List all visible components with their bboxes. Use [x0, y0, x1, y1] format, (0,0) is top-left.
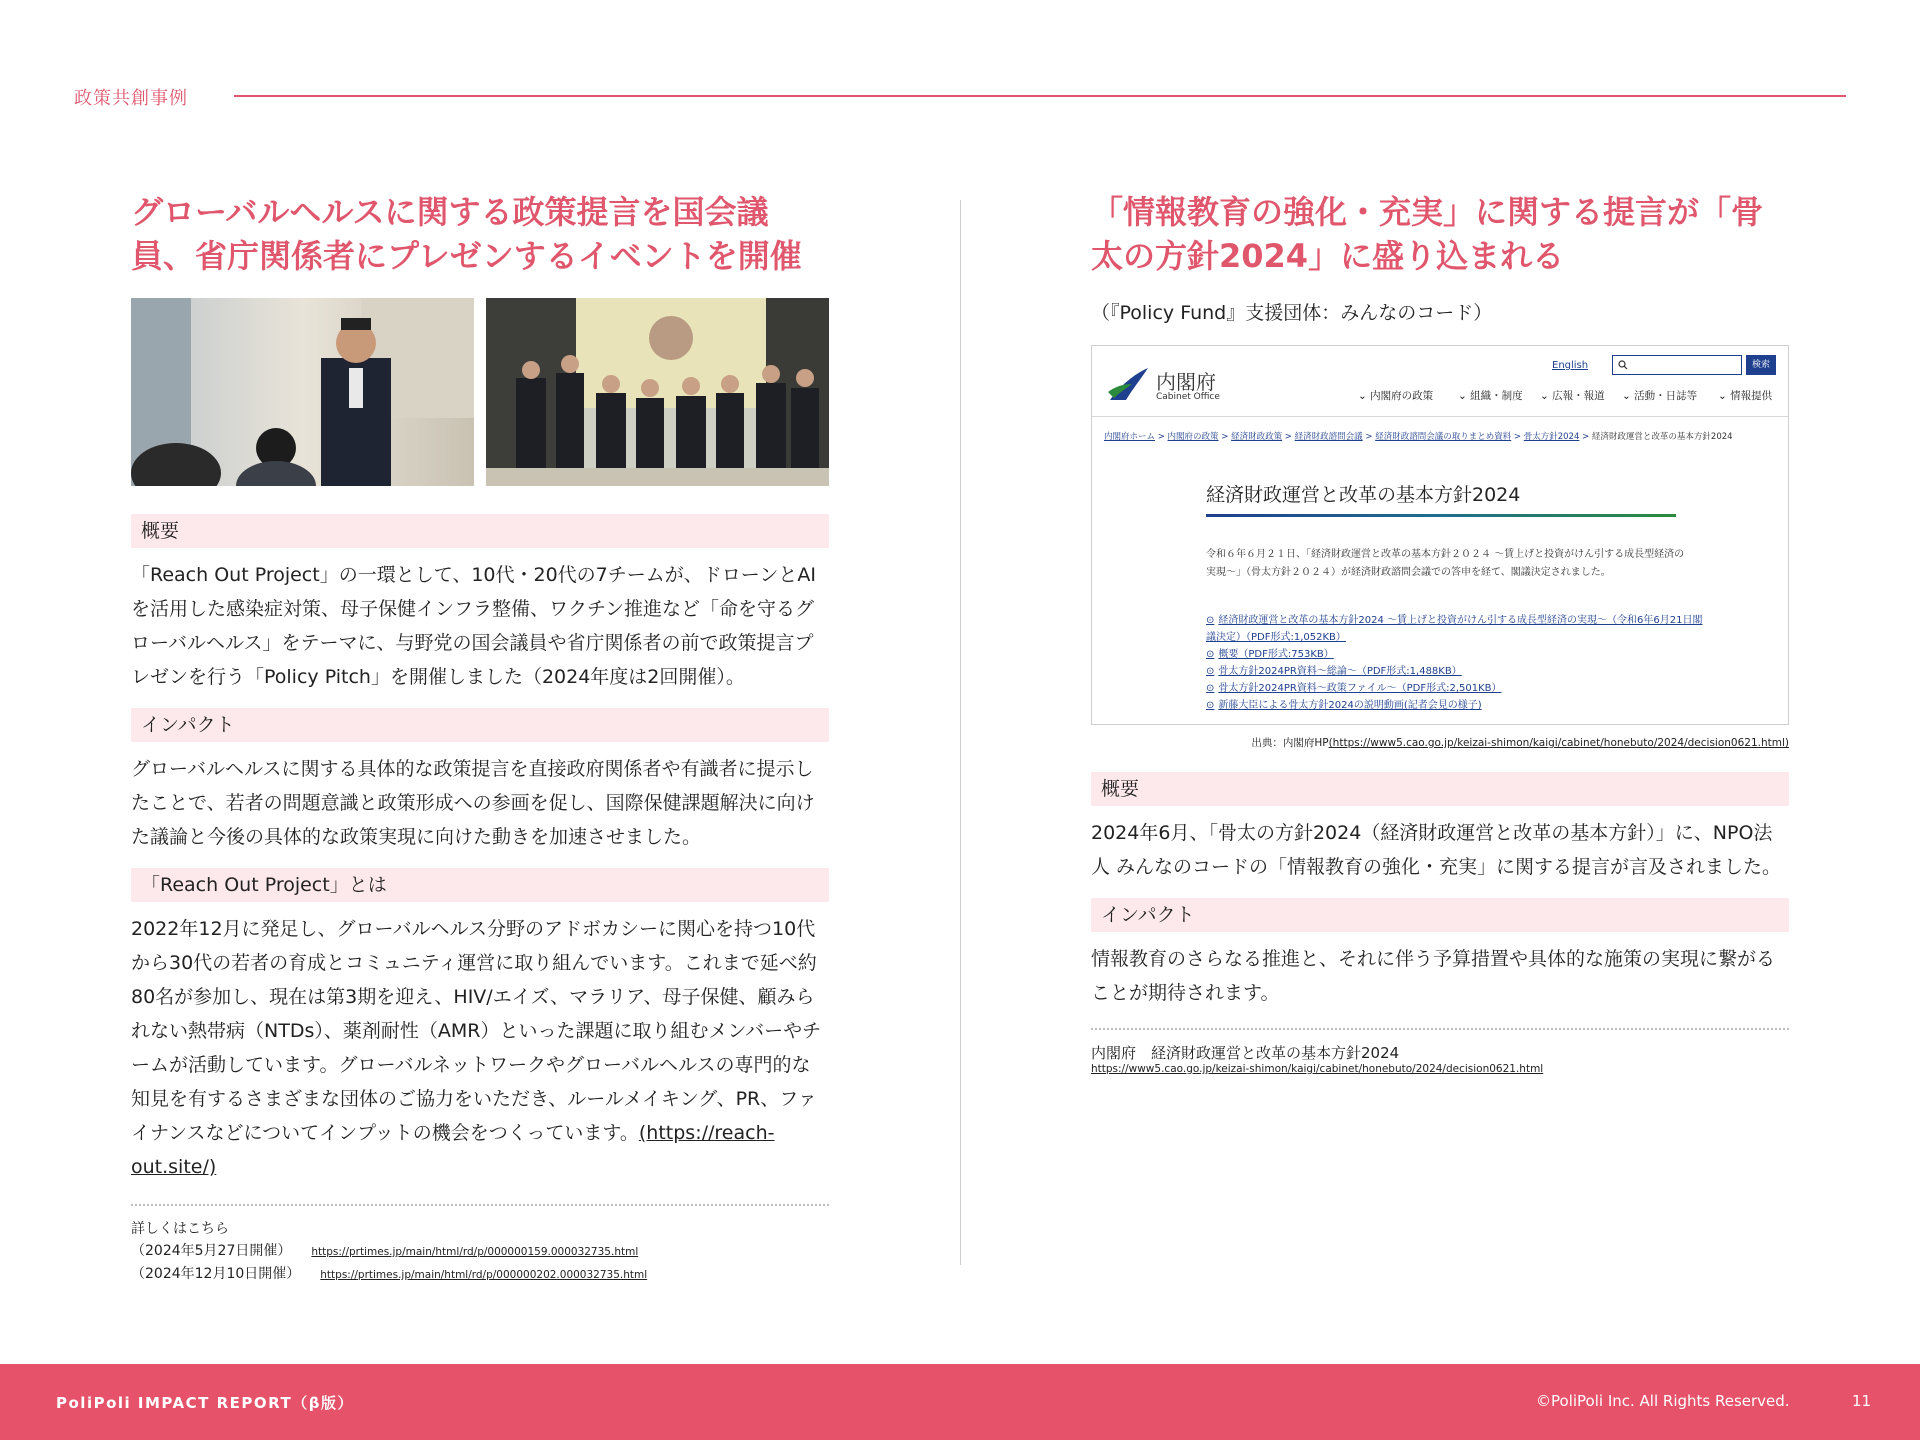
- crumb-3[interactable]: 経済財政政策: [1231, 432, 1283, 442]
- doc-link-1[interactable]: ⊙ 経済財政運営と改革の基本方針2024 ～賃上げと投資がけん引する成長型経済の実現～（令和6年6月21日閣議決定）（PDF形式:1,052KB）: [1206, 615, 1703, 643]
- source-label: 出典：内閣府HP: [1251, 737, 1329, 749]
- ref-date-1: （2024年5月27日開催）: [131, 1243, 292, 1259]
- right-dotted-divider: [1091, 1028, 1789, 1030]
- cabinet-office-screenshot: [1091, 345, 1789, 725]
- section-rule: [234, 95, 1846, 97]
- breadcrumb: 内閣府ホーム > 内閣府の政策 > 経済財政政策 > 経済財政諮問会議 > 経済財政諮問会議の取りまとめ資料 > 骨太方針2024 > 経済財政運営と改革の基本方針2024: [1104, 432, 1733, 442]
- footer: [0, 1364, 1920, 1440]
- section-label: 政策共創事例: [74, 88, 188, 109]
- copyright: ©PoliPoli Inc. All Rights Reserved.: [1536, 1392, 1790, 1410]
- project-description: 2022年12月に発足し、グローバルヘルス分野のアドボカシーに関心を持つ10代から30代の若者の育成とコミュニティ運営に取り組んでいます。これまで延べ約80名が参加し、現在は第3期を迎え、HIV/エイズ、マラリア、母子保健、顧みられない熱帯病（NTDs）、薬剤耐性（AMR）といった課題に取り組むメンバーやチームが活動しています。グローバルネットワークやグローバルヘルスの専門的な知見を有するさまざまな団体のご協力をいただき、ルールメイキング、PR、ファイナンスなどについてインプットの機会をつくっています。: [131, 918, 822, 1144]
- more-info-label: 詳しくはこちら: [131, 1221, 229, 1237]
- page-number: 11: [1852, 1392, 1872, 1410]
- nav-item-press[interactable]: ⌄ 広報・報道: [1540, 390, 1605, 402]
- logo-name: 内閣府: [1156, 370, 1216, 394]
- right-title: 「情報教育の強化・充実」に関する提言が「骨太の方針2024」に盛り込まれる: [1091, 193, 1764, 275]
- cabinet-office-logo-icon: [1106, 364, 1150, 404]
- nav-item-activities[interactable]: ⌄ 活動・日誌等: [1622, 390, 1698, 402]
- doc-link-4[interactable]: ⊙ 骨太方針2024PR資料～政策ファイル～（PDF形式:2,501KB）: [1206, 683, 1502, 694]
- right-subtitle: （『Policy Fund』支援団体：みんなのコード）: [1091, 302, 1493, 324]
- reach-out-link[interactable]: (https://reach-out.site/): [131, 1122, 775, 1178]
- source-link[interactable]: (https://www5.cao.go.jp/keizai-shimon/kaigi/cabinet/honebuto/2024/decision0621.html): [1328, 737, 1789, 749]
- crumb-6[interactable]: 骨太方針2024: [1523, 432, 1580, 442]
- column-divider: [960, 200, 961, 1265]
- right-column: [1091, 190, 1789, 1075]
- event-photo-group: [486, 298, 829, 486]
- left-column: [131, 190, 829, 1286]
- doc-link-3[interactable]: ⊙ 骨太方針2024PR資料～総論～（PDF形式:1,488KB）: [1206, 666, 1462, 677]
- left-impact-heading: インパクト: [131, 708, 829, 742]
- ref-link-2[interactable]: https://prtimes.jp/main/html/rd/p/000000202.000032735.html: [320, 1269, 648, 1281]
- crumb-5[interactable]: 経済財政諮問会議の取りまとめ資料: [1375, 432, 1512, 442]
- left-overview-heading: 概要: [131, 514, 829, 548]
- ref-link-1[interactable]: https://prtimes.jp/main/html/rd/p/000000159.000032735.html: [311, 1246, 639, 1258]
- ref-row-1: [131, 1240, 829, 1263]
- right-impact-text: 情報教育のさらなる推進と、それに伴う予算措置や具体的な施策の実現に繋がることが期待されます。: [1091, 948, 1776, 1004]
- english-link[interactable]: English: [1552, 360, 1589, 371]
- left-title: グローバルヘルスに関する政策提言を国会議員、省庁関係者にプレゼンするイベントを開催: [131, 193, 802, 275]
- search-button[interactable]: 検索: [1746, 355, 1776, 375]
- nav-item-information[interactable]: ⌄ 情報提供: [1718, 390, 1773, 402]
- event-photos: [131, 298, 829, 486]
- left-dotted-divider: [131, 1204, 829, 1206]
- ref-row-2: [131, 1263, 829, 1286]
- report-title: PoliPoli IMPACT REPORT（β版）: [56, 1394, 354, 1412]
- left-overview-text: 「Reach Out Project」の一環として、10代・20代の7チームが、ドローンとAIを活用した感染症対策、母子保健インフラ整備、ワクチン推進など「命を守るグローバルヘルス」をテーマに、与野党の国会議員や省庁関係者の前で政策提言プレゼンを行う「Policy Pitch」を開催しました（2024年度は2回開催）。: [131, 564, 816, 688]
- project-heading: 「Reach Out Project」とは: [131, 868, 829, 902]
- nav-rule: [1092, 416, 1788, 417]
- event-photo-speaker: [131, 298, 474, 486]
- right-overview-text: 2024年6月、「骨太の方針2024（経済財政運営と改革の基本方針）」に、NPO法人 みんなのコードの「情報教育の強化・充実」に関する提言が言及されました。: [1091, 822, 1782, 878]
- nav-item-policy[interactable]: ⌄ 内閣府の政策: [1358, 390, 1434, 402]
- doc-link-5[interactable]: ⊙ 新藤大臣による骨太方針2024の説明動画(記者会見の様子): [1206, 700, 1482, 711]
- right-overview-heading: 概要: [1091, 772, 1789, 806]
- nav-item-organization[interactable]: ⌄ 組織・制度: [1458, 390, 1523, 402]
- ref-date-2: （2024年12月10日開催）: [131, 1266, 301, 1282]
- screenshot-paragraph: 令和６年６月２１日、「経済財政運営と改革の基本方針２０２４ ～賃上げと投資がけん引する成長型経済の実現～」（骨太方針２０２４）が経済財政諮問会議での答申を経て、閣議決定されました。: [1206, 549, 1685, 578]
- left-impact-text: グローバルヘルスに関する具体的な政策提言を直接政府関係者や有識者に提示したことで、若者の問題意識と政策形成への参画を促し、国際保健課題解決に向けた議論と今後の具体的な政策実現に向けた動きを加速させました。: [131, 758, 815, 848]
- screenshot-page-heading: 経済財政運営と改革の基本方針2024: [1206, 484, 1521, 506]
- crumb-current: 経済財政運営と改革の基本方針2024: [1591, 432, 1733, 442]
- right-impact-heading: インパクト: [1091, 898, 1789, 932]
- screenshot-source: [1091, 735, 1789, 750]
- project-text: [131, 912, 829, 1184]
- search-input[interactable]: [1612, 355, 1742, 375]
- crumb-4[interactable]: 経済財政諮問会議: [1294, 432, 1363, 442]
- right-ref-link[interactable]: https://www5.cao.go.jp/keizai-shimon/kaigi/cabinet/honebuto/2024/decision0621.html: [1091, 1063, 1544, 1075]
- screenshot-link-list: [1206, 612, 1706, 714]
- search-icon: [1618, 360, 1628, 370]
- crumb-2[interactable]: 内閣府の政策: [1167, 432, 1219, 442]
- logo-sub: Cabinet Office: [1156, 392, 1220, 402]
- crumb-1[interactable]: 内閣府ホーム: [1104, 432, 1156, 442]
- doc-link-2[interactable]: ⊙ 概要（PDF形式:753KB）: [1206, 649, 1334, 660]
- heading-underline: [1206, 514, 1676, 517]
- right-ref-title: 内閣府 経済財政運営と改革の基本方針2024: [1091, 1044, 1400, 1062]
